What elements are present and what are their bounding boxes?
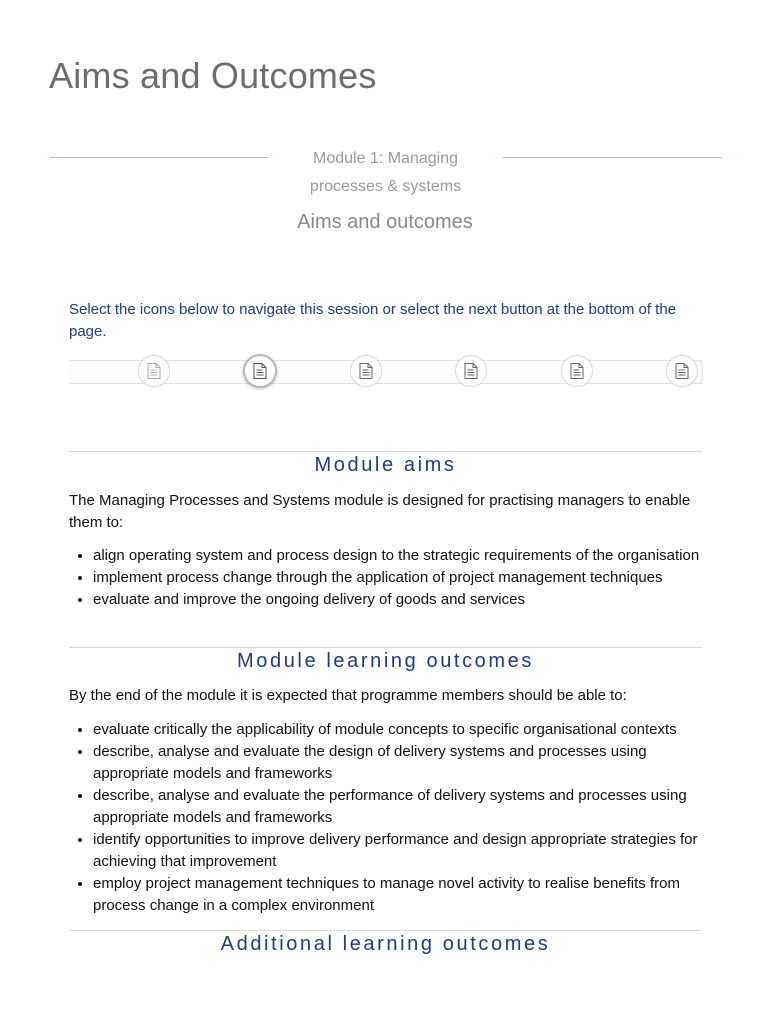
section-title-module-aims: Module aims [314, 454, 457, 476]
nav-button-6[interactable] [666, 355, 698, 387]
section-divider [69, 647, 702, 648]
nav-button-3[interactable] [350, 355, 382, 387]
section-title-additional-outcomes: Additional learning outcomes [220, 933, 551, 955]
module-subtitle [268, 145, 503, 201]
list-item: • implement process change through the application of project management techniques [93, 567, 709, 589]
nav-button-2[interactable] [243, 354, 277, 388]
module-subtitle-line1: Module 1: Managing [313, 150, 458, 167]
document-icon [570, 363, 584, 379]
module-subtitle-line2: processes & systems [309, 178, 462, 195]
section-divider [69, 930, 702, 931]
document-icon [253, 363, 267, 379]
nav-button-4[interactable] [455, 355, 487, 387]
section-title-learning-outcomes: Module learning outcomes [237, 650, 534, 672]
document-icon [359, 363, 373, 379]
document-icon [675, 363, 689, 379]
nav-button-1[interactable] [138, 355, 170, 387]
decorative-rule-left [50, 157, 268, 158]
document-icon [464, 363, 478, 379]
list-item: • evaluate and improve the ongoing delivery of goods and services [93, 589, 709, 611]
decorative-rule-right [503, 157, 722, 158]
nav-button-5[interactable] [561, 355, 593, 387]
module-heading: Aims and outcomes [297, 211, 473, 233]
list-item: • align operating system and process design to the strategic requirements of the organisation [93, 545, 709, 567]
page-title: Aims and Outcomes [49, 55, 377, 96]
list-item: • describe, analyse and evaluate the design of delivery systems and processes using appropriate models and frameworks [93, 741, 709, 785]
list-item: • describe, analyse and evaluate the performance of delivery systems and processes using appropriate models and frameworks [93, 785, 709, 829]
aims-intro: The Managing Processes and Systems module is designed for practising managers to enable them to: [69, 492, 691, 531]
list-item: • evaluate critically the applicability of module concepts to specific organisational contexts [93, 719, 709, 741]
outcomes-list [69, 719, 709, 917]
document-icon [147, 363, 161, 379]
list-item: • identify opportunities to improve delivery performance and design appropriate strategies for achieving that improvement [93, 829, 709, 873]
section-divider [69, 451, 702, 452]
aims-list [69, 545, 709, 611]
list-item: • employ project management techniques to manage novel activity to realise benefits from process change in a complex environment [93, 873, 709, 917]
outcomes-intro: By the end of the module it is expected that programme members should be able to: [69, 687, 627, 704]
navigation-instructions: Select the icons below to navigate this session or select the next button at the bottom of the page. [69, 301, 677, 340]
